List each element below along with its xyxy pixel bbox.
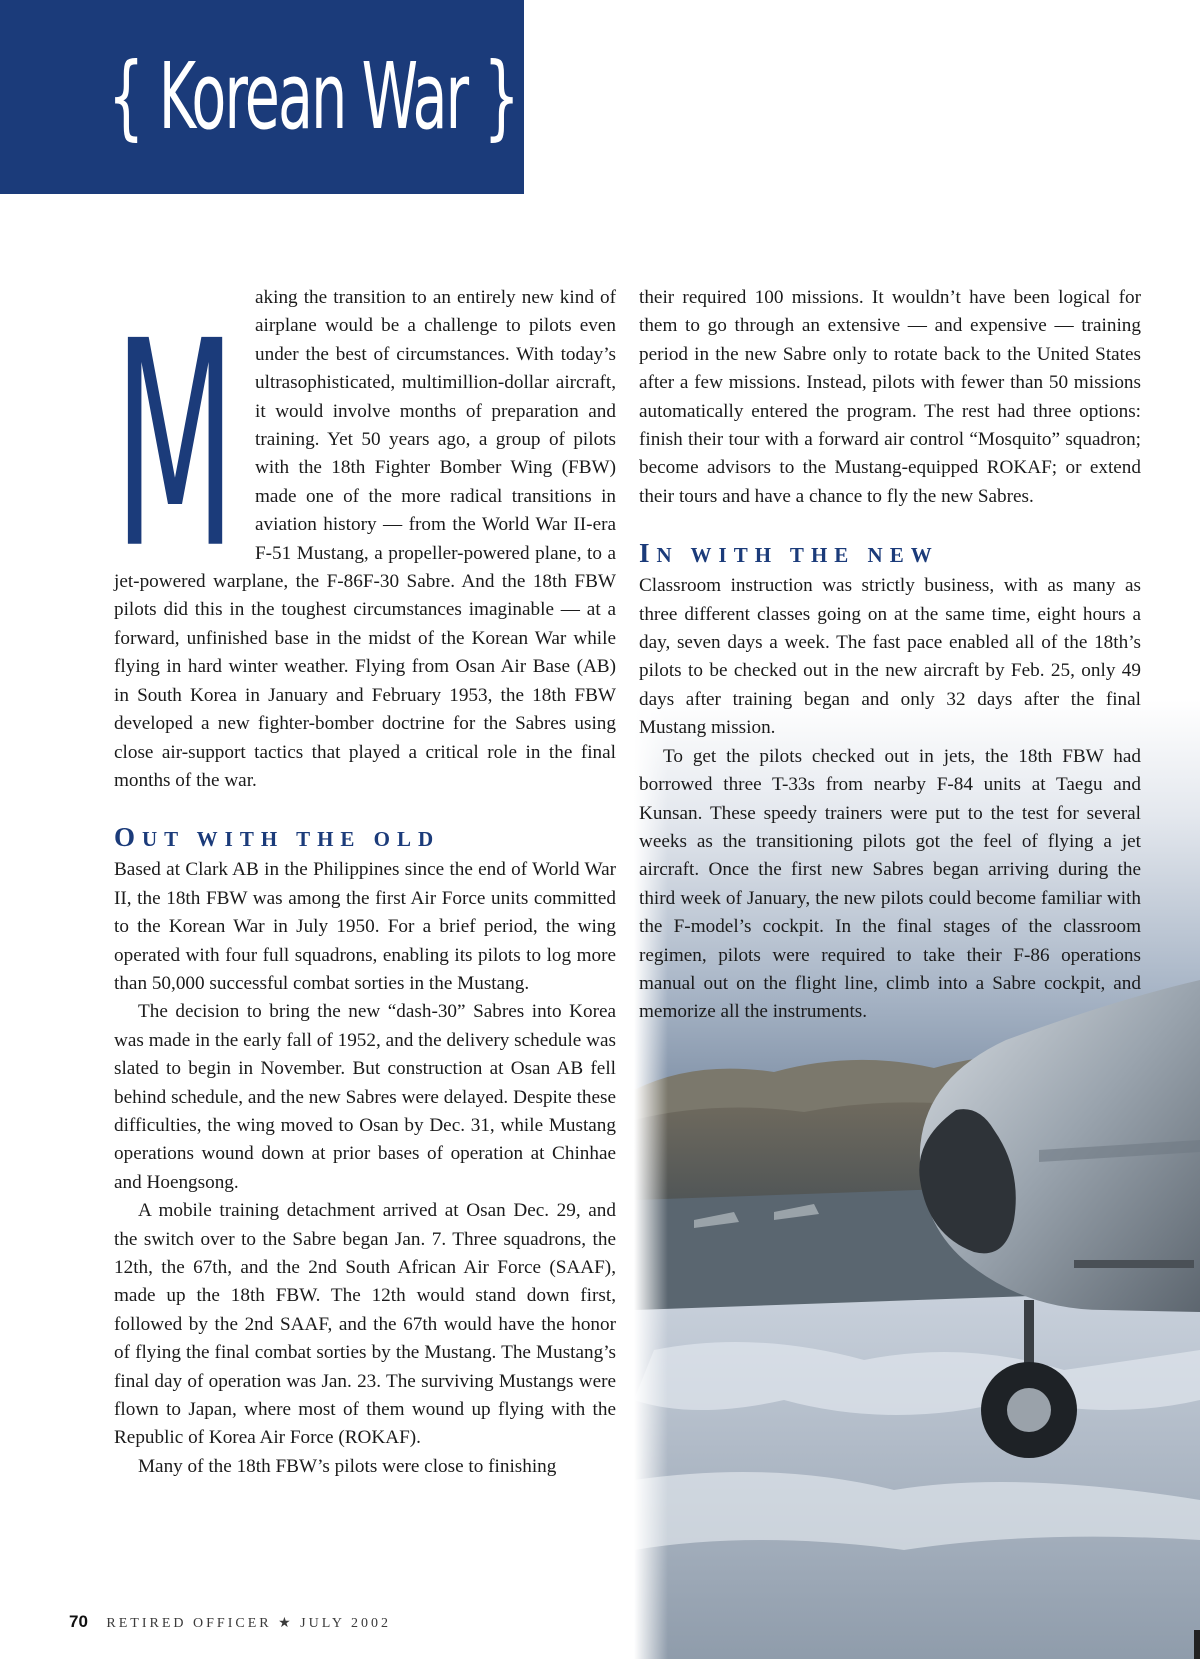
publication-line: RETIRED OFFICER ★ JULY 2002	[106, 1616, 391, 1631]
paragraph: To get the pilots checked out in jets, the 18th FBW had borrowed three T-33s from nearby F-84 units at Taegu and Kunsan. These speedy trainers were put to the test for several weeks as the transitioning pilots got the feel of flying a jet aircraft. Once the first new Sabres began arriving during the third week of January, the new pilots could become familiar with the F-model’s cockpit. In the final stages of the classroom regimen, pilots were required to take their F-86 operations manual out on the flight line, climb into a Sabre cockpit, and memorize all the instruments.	[639, 745, 1141, 1023]
paragraph: Many of the 18th FBW’s pilots were close to finishing	[138, 1455, 557, 1477]
intro-paragraph: aking the transition to an entirely new kind of airplane would be a challenge to pilots even under the best of circumstances. With today’s ultrasophisticated, multimillion-dollar aircraft, it would involve months of preparation and training. Yet 50 years ago, a group of pilots with the 18th Fighter Bomber Wing (FBW) made one of the more radical transitions in aviation history — from the World War II-era F-51 Mustang, a propeller-powered plane, to a jet-powered warplane, the F-86F-30 Sabre. And the 18th FBW pilots did this in the toughest circumstances imaginable — at a forward, unfinished base in the midst of the Korean War while flying in hard winter weather. Flying from Osan Air Base (AB) in South Korea in January and February 1953, the 18th FBW developed a new fighter-bomber doctrine for the Sabres using close air-support tactics that played a critical role in the final months of the war.	[114, 287, 616, 791]
section-heading-new-text: IN WITH THE NEW	[639, 538, 939, 569]
paragraph: The decision to bring the new “dash-30” Sabres into Korea was made in the early fall of 1952, and the delivery schedule was slated to begin in November. But construction at Osan AB fell behind schedule, and the new Sabres were delayed. Despite these difficulties, the wing moved to Osan by Dec. 31, while Mustang operations wound down at prior bases of operation at Chinhae and Hoengsong.	[114, 1001, 616, 1193]
page-title: { Korean War }	[108, 43, 518, 150]
page-footer	[69, 1612, 391, 1632]
paragraph: Based at Clark AB in the Philippines since the end of World War II, the 18th FBW was among the first Air Force units committed to the Korean War in July 1950. For a brief period, the wing operated with four full squadrons, enabling its pilots to log more than 50,000 successful combat sorties in the Mustang.	[114, 859, 616, 994]
article-column-right	[639, 284, 1141, 1027]
paragraph: their required 100 missions. It wouldn’t have been logical for them to go through an extensive — and expensive — training period in the new Sabre only to rotate back to the United States after a few missions. Instead, pilots with fewer than 50 missions automatically entered the program. The rest had three options: finish their tour with a forward air control “Mosquito” squadron; become advisors to the Mustang-equipped ROKAF; or extend their tours and have a chance to fly the new Sabres.	[639, 287, 1141, 507]
paragraph: A mobile training detachment arrived at Osan Dec. 29, and the switch over to the Sabre began Jan. 7. Three squadrons, the 12th, the 67th, and the 2nd South African Air Force (SAAF), made up the 18th FBW. The 12th would stand down first, followed by the 2nd SAAF, and the 67th would have the honor of flying the final combat sorties by the Mustang. The Mustang’s final day of operation was Jan. 23. The surviving Mustangs were flown to Japan, where most of them wound up flying with the Republic of Korea Air Force (ROKAF).	[114, 1200, 616, 1449]
section-heading-new	[639, 538, 1141, 570]
article-column-left	[114, 284, 616, 1481]
paragraph: Classroom instruction was strictly business, with as many as three different classes going on at the same time, eight hours a day, seven days a week. The fast pace enabled all of the 18th’s pilots to be checked out in the new aircraft by Feb. 25, only 49 days after training began and only 32 days after the final Mustang mission.	[639, 575, 1141, 739]
drop-cap	[114, 284, 236, 550]
section-heading-old-text: OUT WITH THE OLD	[114, 822, 441, 853]
section-heading-old	[114, 822, 616, 854]
title-banner	[0, 0, 524, 194]
drop-cap-letter: M	[114, 284, 236, 550]
page-number: 70	[69, 1612, 88, 1631]
